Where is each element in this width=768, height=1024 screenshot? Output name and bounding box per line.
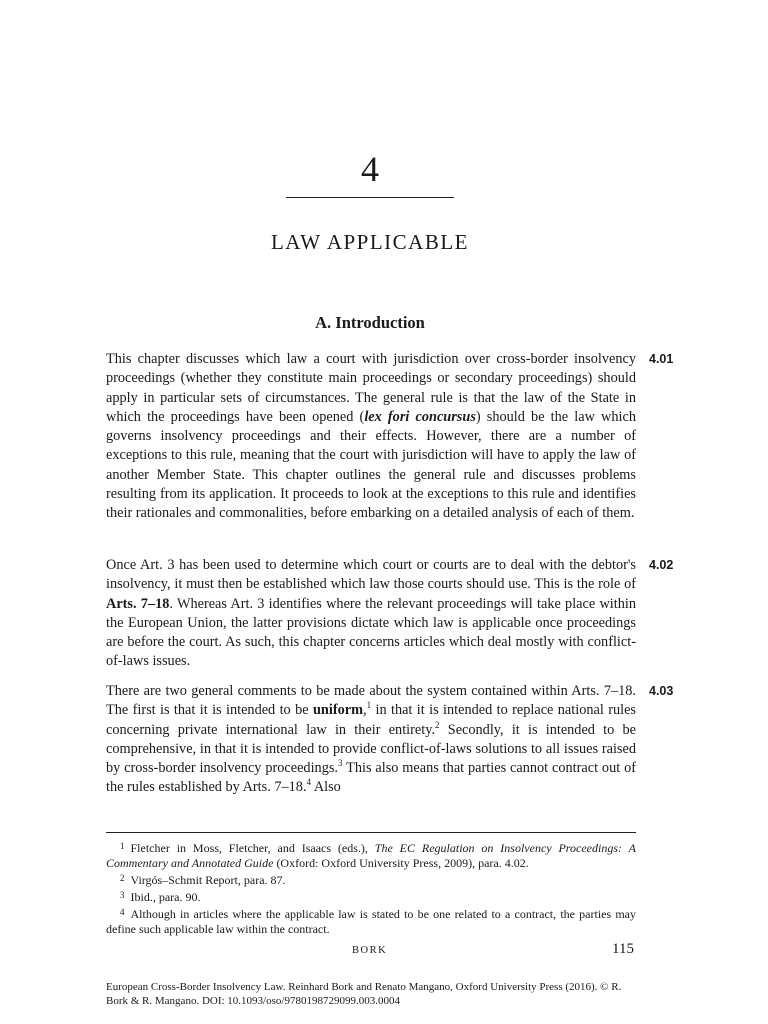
footnote-number: 4 xyxy=(120,907,125,917)
footnote xyxy=(106,905,636,937)
page-number: 115 xyxy=(612,941,634,957)
paragraph-number: 4.01 xyxy=(649,352,674,366)
paragraph-text: Secondly, it is intended to be comprehensive, in that it is intended to provide conflict-of-laws solutions to all issues raised by cross-border insolvency proceedings. xyxy=(106,721,636,776)
bold-term: uniform xyxy=(312,702,364,719)
footnote-ref[interactable]: 1 xyxy=(366,700,372,711)
bold-term: Arts. 7–18 xyxy=(106,595,170,612)
footnotes xyxy=(106,839,636,937)
paragraph-text: Once Art. 3 has been used to determine which court or courts are to deal with the debtor's insolvency, it must then be established which law those courts should use. This is the role of xyxy=(106,557,636,593)
footnote-divider xyxy=(106,832,636,833)
footnote-number: 3 xyxy=(120,890,125,900)
footnote-number: 1 xyxy=(120,841,125,851)
chapter-title: LAW APPLICABLE xyxy=(270,230,470,254)
footnote-number: 2 xyxy=(120,873,125,883)
paragraph-text: , xyxy=(363,702,367,719)
book-title: The EC Regulation on Insolvency Proceedings: A Commentary and Annotated Guide xyxy=(106,841,636,870)
chapter-number: 4 xyxy=(361,149,379,189)
paragraph-4-01 xyxy=(106,350,636,523)
chapter-divider xyxy=(286,197,454,198)
paragraph-4-02 xyxy=(106,556,636,672)
paragraph-number: 4.03 xyxy=(649,684,674,698)
paragraph-text: ) should be the law which governs insolvency proceedings and their effects. However, there are a number of exceptions to this rule, meaning that the court with jurisdiction will have to apply the law of another Member State. This chapter outlines the general rule and discusses problems resulting from its application. It proceeds to look at the exceptions to this rule and identifies their rationales and commonalities, before embarking on a detailed analysis of each of them. xyxy=(106,408,636,521)
paragraph-text: Also xyxy=(311,779,341,796)
paragraph-text: There are two general comments to be made about the system contained within Arts. 7–18. The first is that it is intended to be xyxy=(106,683,636,719)
footnote-text: Although in articles where the applicable law is stated to be one related to a contract, the parties may define such applicable law within the contract. xyxy=(106,907,636,936)
footnote-text: (Oxford: Oxford University Press, 2009), para. 4.02. xyxy=(273,856,529,870)
latin-term: lex fori concursus xyxy=(364,408,476,425)
paragraph-text: This also means that parties cannot contract out of the rules established by Arts. 7–18. xyxy=(106,760,636,796)
paragraph-number: 4.02 xyxy=(649,558,674,572)
running-footer: BORK xyxy=(352,945,388,956)
paragraph-text: . Whereas Art. 3 identifies where the relevant proceedings will take place within the European Union, the latter provisions dictate which law is applicable once proceedings are before the court. As such, this chapter concerns articles which deal mostly with conflict-of-laws issues. xyxy=(106,595,636,670)
footnote-text: Virgós–Schmit Report, para. 87. xyxy=(130,873,286,887)
paragraph-text: in that it is intended to replace national rules concerning private international law in their entirety. xyxy=(106,702,636,738)
footnote-text: Ibid., para. 90. xyxy=(130,890,201,904)
citation: European Cross-Border Insolvency Law. Reinhard Bork and Renato Mangano, Oxford University Press (2016). © R. Bork & R. Mangano. DOI: 10.1093/oso/9780198729099.003.0004 xyxy=(106,981,622,1007)
footnote-ref[interactable]: 4 xyxy=(306,777,312,788)
footnote xyxy=(106,871,636,888)
paragraph-text: This chapter discusses which law a court with jurisdiction over cross-border insolvency proceedings (whether they constitute main proceedings or secondary proceedings) should apply in particular sets of circumstances. The general rule is that the law of the State in which the proceedings have been opened ( xyxy=(106,351,636,425)
footnote-text: Fletcher in Moss, Fletcher, and Isaacs (eds.), xyxy=(130,841,375,855)
section-heading: A. Introduction xyxy=(315,313,425,332)
footnote-ref[interactable]: 2 xyxy=(435,719,440,730)
footnote xyxy=(106,888,636,905)
footnote-ref[interactable]: 3 xyxy=(337,758,343,769)
paragraph-4-03 xyxy=(106,682,636,798)
footnote xyxy=(106,839,636,871)
